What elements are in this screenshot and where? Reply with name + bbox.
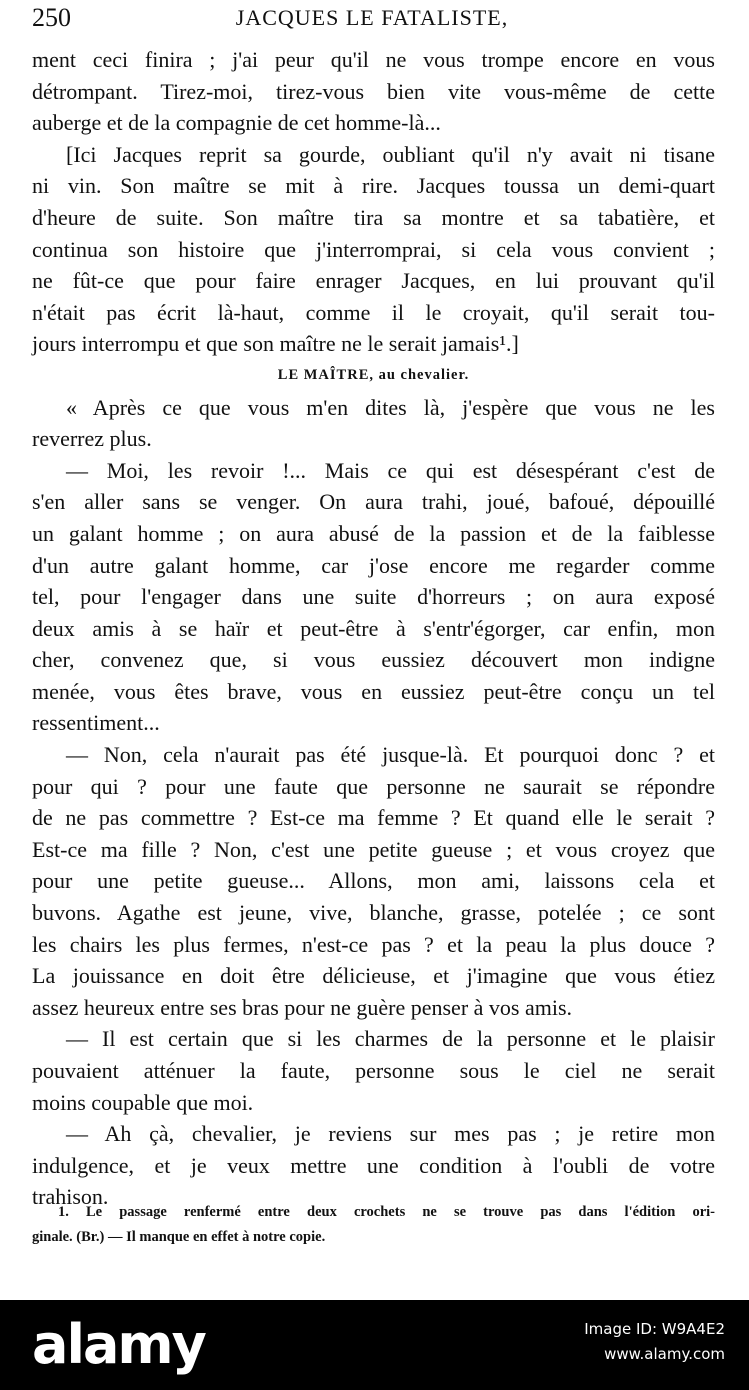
text-line: cher, convenez que, si vous eussiez découvert mon indigne bbox=[32, 647, 715, 673]
speaker-heading: LE MAÎTRE, au chevalier. bbox=[277, 366, 470, 383]
footnote-line: 1. Le passage renfermé entre deux crochets ne se trouve pas dans l'édition ori- bbox=[58, 1204, 715, 1220]
text-line: tel, pour l'engager dans une suite d'horreurs ; on aura exposé bbox=[32, 584, 715, 610]
site-url: www.alamy.com bbox=[604, 1345, 725, 1363]
text-line: de ne pas commettre ? Est-ce ma femme ? Et quand elle le serait ? bbox=[32, 805, 715, 831]
text-line: trahison. bbox=[32, 1184, 109, 1210]
text-line: — Non, cela n'aurait pas été jusque-là. Et pourquoi donc ? et bbox=[66, 742, 715, 768]
text-line: [Ici Jacques reprit sa gourde, oubliant qu'il n'y avait ni tisane bbox=[66, 141, 715, 167]
text-line: reverrez plus. bbox=[32, 426, 152, 452]
text-line: ressentiment... bbox=[32, 710, 160, 736]
text-line: n'était pas écrit là-haut, comme il le croyait, qu'il serait tou- bbox=[32, 299, 715, 325]
text-line: — Il est certain que si les charmes de la personne et le plaisir bbox=[66, 1026, 715, 1052]
text-line: d'heure de suite. Son maître tira sa montre et sa tabatière, et bbox=[32, 204, 715, 230]
text-line: ni vin. Son maître se mit à rire. Jacques toussa un demi-quart bbox=[32, 173, 715, 199]
text-line: assez heureux entre ses bras pour ne guère penser à vos amis. bbox=[32, 994, 573, 1020]
alamy-logo: alamy bbox=[32, 1313, 205, 1376]
text-line: d'un autre galant homme, car j'ose encore me regarder comme bbox=[32, 552, 715, 578]
text-line: détrompant. Tirez-moi, tirez-vous bien vite vous-même de cette bbox=[32, 78, 715, 104]
text-line: pouvaient atténuer la faute, personne sous le ciel ne serait bbox=[32, 1058, 715, 1083]
text-line: La jouissance en doit être délicieuse, et j'imagine que vous étiez bbox=[32, 963, 715, 989]
text-line: auberge et de la compagnie de cet homme-là... bbox=[32, 110, 441, 136]
text-line: ne fût-ce que pour faire enrager Jacques, en lui prouvant qu'il bbox=[32, 268, 715, 294]
text-line: moins coupable que moi. bbox=[32, 1089, 254, 1115]
text-line: — Ah çà, chevalier, je reviens sur mes pas ; je retire mon bbox=[66, 1121, 715, 1147]
page-number: 250 bbox=[32, 3, 71, 32]
text-line: « Après ce que vous m'en dites là, j'espère que vous ne les bbox=[66, 394, 715, 420]
text-line: s'en aller sans se venger. On aura trahi, joué, bafoué, dépouillé bbox=[32, 489, 715, 515]
text-line: pour qui ? pour une faute que personne ne saurait se répondre bbox=[32, 773, 715, 799]
image-id-label: Image ID: W9A4E2 bbox=[584, 1320, 725, 1338]
text-line: les chairs les plus fermes, n'est-ce pas ? et la peau la plus douce ? bbox=[32, 931, 715, 957]
text-line: menée, vous êtes brave, vous en eussiez peut-être conçu un tel bbox=[32, 678, 715, 704]
footnotes bbox=[32, 1200, 715, 1250]
text-line: indulgence, et je veux mettre une condition à l'oubli de votre bbox=[32, 1152, 715, 1178]
text-line: Est-ce ma fille ? Non, c'est une petite gueuse ; et vous croyez que bbox=[32, 836, 715, 862]
text-line: buvons. Agathe est jeune, vive, blanche, grasse, potelée ; ce sont bbox=[32, 900, 715, 926]
body-text bbox=[32, 44, 715, 1213]
text-line: ment ceci finira ; j'ai peur qu'il ne vous trompe encore en vous bbox=[32, 47, 715, 72]
footnote-line: ginale. (Br.) — Il manque en effet à notre copie. bbox=[32, 1229, 326, 1245]
text-line: — Moi, les revoir !... Mais ce qui est désespérant c'est de bbox=[66, 457, 715, 483]
text-line: un galant homme ; on aura abusé de la passion et de la faiblesse bbox=[32, 520, 715, 546]
page-header bbox=[32, 0, 712, 36]
running-title: JACQUES LE FATALISTE, bbox=[235, 5, 509, 30]
text-line: pour une petite gueuse... Allons, mon ami, laissons cela et bbox=[32, 868, 715, 894]
text-line: jours interrompu et que son maître ne le serait jamais¹.] bbox=[32, 331, 519, 357]
stock-watermark-bar bbox=[0, 1300, 749, 1390]
text-line: deux amis à se haïr et peut-être à s'entr'égorger, car enfin, mon bbox=[32, 615, 715, 641]
text-line: continua son histoire que j'interromprai, si cela vous convient ; bbox=[32, 236, 715, 262]
